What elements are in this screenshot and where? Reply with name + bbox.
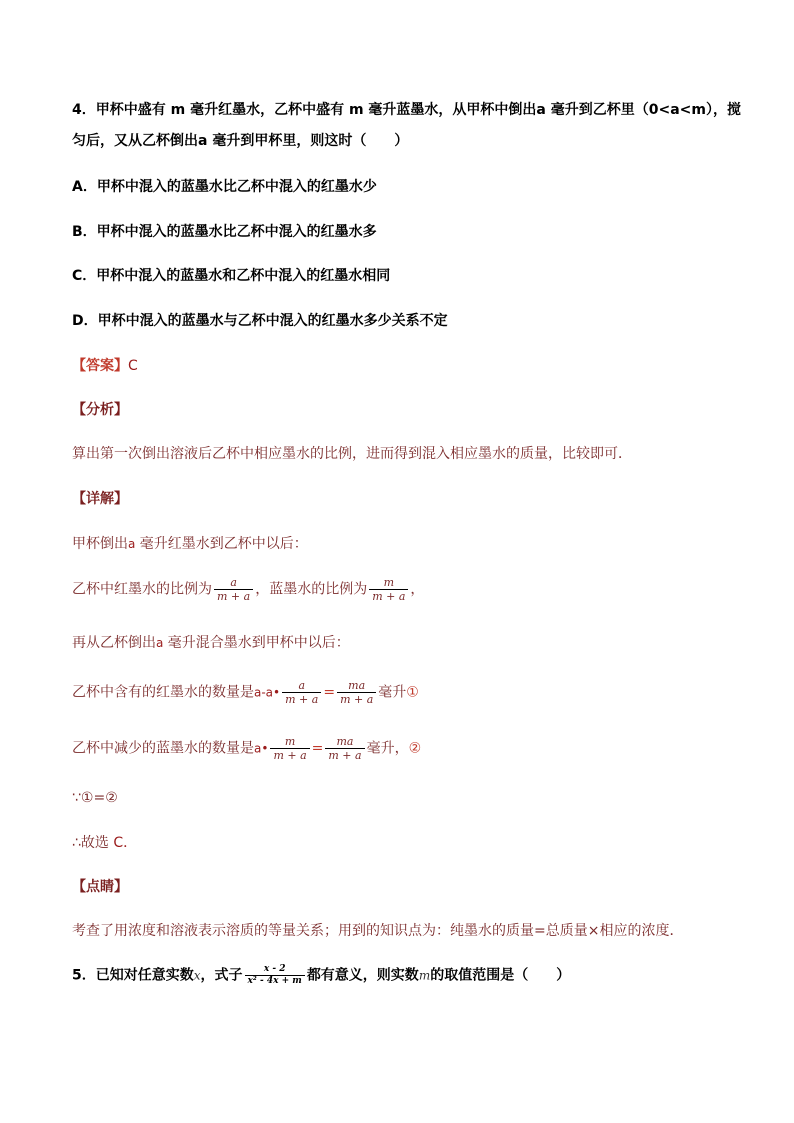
analysis-text: 算出第一次倒出溶液后乙杯中相应墨水的比例，进而得到混入相应墨水的质量，比较即可． (72, 446, 632, 462)
fraction-numerator: m (284, 735, 296, 748)
fraction-numerator: ma (348, 679, 366, 692)
detail-line5-expr: a• (254, 741, 269, 756)
q4-stem-line2: 匀后，又从乙杯倒出a 毫升到甲杯里，则这时（ ） (72, 133, 409, 149)
detail-line7-a: ∴故选 (72, 835, 114, 851)
q4-option-b: B．甲杯中混入的蓝墨水比乙杯中混入的红墨水多 (72, 224, 377, 240)
detail-line6: ∵①=② (72, 790, 118, 806)
fraction-denominator: m + a (337, 692, 376, 706)
detail-line2-b: ，蓝墨水的比例为 (255, 581, 368, 598)
fraction-denominator: x² - 4x + m (245, 975, 305, 987)
detail-line4-expr: a-a• (254, 685, 281, 700)
fraction-a-over-m-plus-a (214, 576, 253, 603)
equals-sign: = (311, 740, 324, 757)
detail-line5-a: 乙杯中减少的蓝墨水的数量是 (72, 740, 254, 757)
q5-var-m: m (418, 968, 431, 983)
detail-line4-a: 乙杯中含有的红墨水的数量是 (72, 684, 254, 701)
answer-label: 【答案】 (72, 358, 128, 374)
detail-line7-b: C． (113, 835, 138, 851)
answer-value: C (128, 358, 138, 374)
detail-line3-a: 再从乙杯倒出 (72, 635, 156, 651)
detail-label: 【详解】 (72, 491, 128, 507)
analysis-label: 【分析】 (72, 402, 128, 418)
detail-line1-b: 毫升红墨水到乙杯中以后： (135, 536, 308, 552)
q5-stem-b: ，式子 (200, 967, 243, 984)
fraction-numerator: a (230, 576, 237, 589)
fraction-denominator: m + a (325, 748, 364, 762)
fraction-m-over-m-plus-a (270, 735, 309, 762)
detail-line1-var: a (128, 537, 136, 551)
detail-line1 (72, 533, 308, 555)
q4-option-d: D．甲杯中混入的蓝墨水与乙杯中混入的红墨水多少关系不定 (72, 313, 448, 329)
comment-label: 【点睛】 (72, 879, 128, 895)
detail-line2-c: ， (410, 581, 425, 598)
answer-line (72, 355, 138, 377)
fraction-denominator: m + a (270, 748, 309, 762)
q4-option-a: A．甲杯中混入的蓝墨水比乙杯中混入的红墨水少 (72, 179, 377, 195)
equals-sign: = (323, 684, 336, 701)
q4-option-c: C．甲杯中混入的蓝墨水和乙杯中混入的红墨水相同 (72, 268, 391, 284)
fraction-denominator: m + a (214, 589, 253, 603)
fraction-numerator: x - 2 (263, 964, 286, 974)
fraction-numerator: a (298, 679, 305, 692)
fraction-a-over-m-plus-a (282, 679, 321, 706)
detail-line3-var: a (156, 636, 164, 650)
fraction-denominator: m + a (369, 589, 408, 603)
q5-stem (72, 964, 570, 987)
detail-line3-b: 毫升混合墨水到甲杯中以后： (163, 635, 350, 651)
detail-line2 (72, 576, 424, 603)
q5-fraction (245, 964, 305, 987)
q5-stem-a: 5．已知对任意实数 (72, 967, 194, 984)
q5-stem-d: 的取值范围是（ ） (430, 967, 571, 984)
fraction-ma-over-m-plus-a (337, 679, 376, 706)
fraction-numerator: ma (336, 735, 354, 748)
detail-line4-b: 毫升 (378, 684, 407, 701)
detail-line4 (72, 679, 419, 706)
q4-stem-line1: 4．甲杯中盛有 m 毫升红墨水，乙杯中盛有 m 毫升蓝墨水，从甲杯中倒出a 毫升到乙杯里（0<a<m），搅 (72, 102, 741, 118)
fraction-ma-over-m-plus-a (325, 735, 364, 762)
detail-line3 (72, 632, 350, 654)
detail-line7 (72, 832, 137, 854)
fraction-denominator: m + a (282, 692, 321, 706)
detail-line5-b: 毫升， (366, 740, 409, 757)
detail-line2-a: 乙杯中红墨水的比例为 (72, 581, 212, 598)
fraction-m-over-m-plus-a (369, 576, 408, 603)
q5-stem-c: 都有意义，则实数 (306, 967, 419, 984)
circled-one: ① (406, 684, 419, 701)
circled-two: ② (408, 740, 422, 757)
fraction-numerator: m (383, 576, 395, 589)
comment-text: 考查了用浓度和溶液表示溶质的等量关系；用到的知识点为：纯墨水的质量=总质量×相应的浓度． (72, 923, 684, 939)
detail-line5 (72, 735, 421, 762)
detail-line1-a: 甲杯倒出 (72, 536, 128, 552)
q5-var-x: x (193, 968, 201, 983)
